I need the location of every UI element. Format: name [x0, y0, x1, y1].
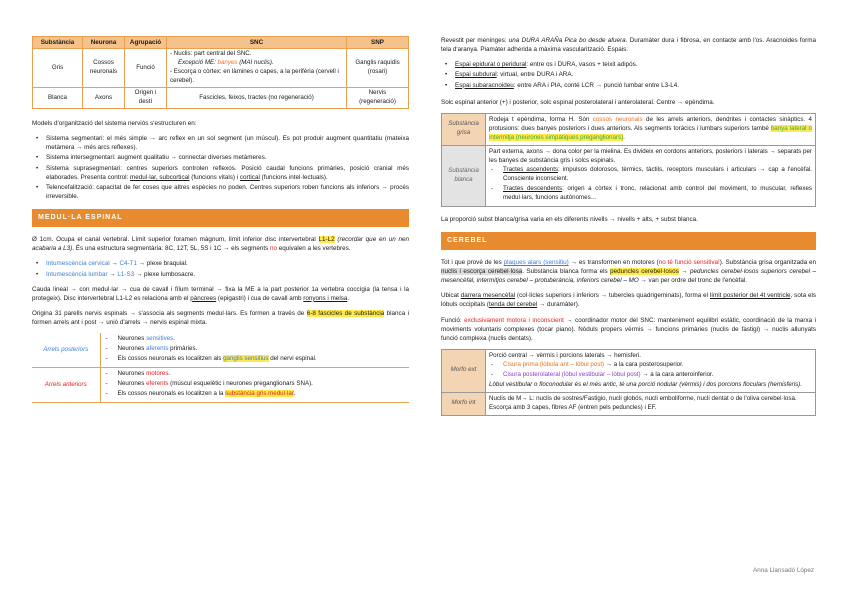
underline-text: darrera mesencèfal [460, 292, 516, 300]
list-text: Sistema suprasegmentari: centres superiors controlen reflexos. Posició caudal funcions primàries, posició cranial més elaborades. Presenta control: [46, 164, 409, 181]
text: blanca i formen arrels ant i post → unió d'arrels → nervis espinal mixta. [32, 309, 409, 327]
cell-highlight: banyes [217, 59, 238, 67]
list-item [32, 164, 409, 182]
text: Els cossos neuronals es localitzen als [117, 355, 224, 363]
proporcio-paragraph: La proporció subst blanca/grisa varia en els diferents nivells → nivells + alts, + subst blanca. [441, 215, 698, 223]
list-item: • Telencefalització: capacitat de fer coses que altres espècies no poden. Centres superiors roben funcions als inferiors → procés irreversible. [32, 183, 409, 201]
morfo-content [486, 349, 816, 392]
morfo-content: Nuclis de M→ L: nuclis de sostres/Fastigio, nucli globós, nucli emboliforme, nucli dentat o de l'oliva cerebel·losa. Escorça amb 3 capes, fibres AF (entren pels peduncles) i EF. [486, 392, 816, 415]
underline-text: pàncrees [190, 294, 217, 302]
revestit-paragraph [441, 36, 816, 54]
arrels-content [100, 333, 409, 367]
text: (col·lícles superiors i inferiors → tubercles quadrigeminats), forma el [515, 292, 710, 300]
arrels-label: Arrels anteriors [32, 368, 100, 403]
morfo-table [441, 349, 816, 416]
color-text: Cisura prima (lòbula ant – lòbul post) [503, 360, 605, 368]
red-text: exclusivament motora i inconscient [464, 316, 564, 324]
text: : origen a còrtex i tronc, relacionat amb control del moviment, to muscular, reflexes medul·lars, funcions autònomes… [503, 184, 812, 201]
underline-text: Espai subdural [455, 71, 497, 79]
list-text-underline: cortical [239, 173, 260, 181]
table-row [442, 145, 816, 206]
medul-paragraph [32, 235, 409, 253]
text: (epigastri) i cua de cavall amb [216, 294, 304, 302]
text: : entre os i DURA, vasos + teixit adipós. [526, 61, 638, 69]
substancia-label: Substància blanca [442, 145, 486, 206]
color-text: substància gris medul·lar [225, 390, 294, 398]
table-cell: Axons [83, 88, 125, 109]
list-item [104, 355, 407, 364]
list-item: • Sistema segmentari: el més simple → arc reflex en un sol segment (un múscul). Es pot produir augment quantitatiu (mateixa metàmera → més arcs reflexes). [32, 134, 409, 152]
cell-line: - Escorça o còrtex: en làmines o capes, a la perifèria (cervell i cerebel). [170, 68, 339, 85]
cerebel-paragraph [441, 258, 816, 285]
text: . [293, 390, 296, 398]
arrels-content [100, 368, 409, 403]
underline-text: Espai subaracnoideu [455, 81, 514, 89]
text: Revestit per meninges: [441, 37, 509, 44]
substancia-label: Substància grisa [442, 113, 486, 145]
text: Origina 31 parells nervis espinals → s'associa als segments medul·lars. Es formen a través de [32, 309, 307, 317]
list-item [104, 335, 407, 344]
text: (múscul esquelètic i neurones preganglionars SNA). [168, 380, 313, 388]
list-item [441, 81, 816, 90]
table-header: SNP [347, 37, 409, 49]
author-footer: Anna Llansadó López [753, 566, 814, 574]
underline-text: tenda del cerebel [488, 301, 538, 309]
text: Funció: [441, 316, 465, 324]
intum-range: L1-S3 [117, 270, 135, 278]
table-header-row [33, 37, 409, 49]
highlight-text: L1-L2 [318, 236, 335, 244]
table-row [442, 349, 816, 392]
table-row [33, 88, 409, 109]
morfo-label: Morfo ext [442, 349, 486, 392]
right-column [441, 36, 816, 416]
list-item [441, 60, 816, 69]
table-row [442, 392, 816, 415]
text: → a la cara posterosuperior. [604, 360, 684, 368]
color-text: eferents [146, 380, 169, 388]
section-header-medulla: MEDUL·LA ESPINAL [32, 209, 409, 227]
highlight-text: peduncles cerebel·losos [610, 268, 679, 275]
cell-line: - Nuclis: part central del SNC. [170, 50, 252, 58]
text: → a la cara anteroinferior. [640, 370, 714, 378]
list-text-underline: medul·lar, subcortical [130, 173, 190, 181]
underline-text: Tractes ascendents [503, 165, 559, 173]
text: Els cossos neuronals es localitzen a la [117, 390, 226, 398]
text: : virtual, entre DURA i ARA. [496, 71, 574, 79]
text: . [168, 370, 171, 378]
intum-name: Intumescència cervical [46, 260, 110, 268]
list-item [489, 166, 812, 184]
intum-name: Intumescència lumbar [46, 270, 108, 278]
text: , sota els lòbuls occipitals ( [441, 292, 816, 309]
color-text: plaques alars (sensitiu) [503, 258, 569, 266]
espais-list [441, 60, 816, 89]
color-text: motores [146, 370, 169, 378]
text: Tot i que prové de les [441, 258, 504, 266]
list-item [104, 370, 407, 379]
table-header: SNC [167, 37, 347, 49]
text: de les arrels anteriors, dendrites i contactes sinàptics. 4 protusions: dues banyes posteriors i dues anteriors. Als segments toràcics i lumbars superiors també [489, 115, 813, 132]
text: Part externa, axons → dona color per la mielina. Es divideix en cordons anteriors, posteriors i laterals → separats per les banyes de substància gris i solcs espinals. [489, 147, 812, 164]
text: → duramàter). [537, 301, 580, 309]
list-text: (funcions intel·lectuals). [259, 173, 328, 181]
table-row [32, 333, 409, 367]
table-row [32, 368, 409, 403]
list-item [104, 380, 407, 389]
list-item [104, 345, 407, 354]
list-item [441, 70, 816, 79]
text: → coordinador motor del SNC: manteniment equilibri estàtic, coordinació de la marxa i moviments voluntaris complexes (tocar piano). Nòduls propers vèrmis → funcions primàries (nuclis de fastigi) → nuclis allunyats funció complexa (nuclis dentats). [441, 316, 816, 342]
list-item: • Intumescència lumbar → L1-S3 → plexe lumbosacre. [32, 270, 409, 279]
cell-text: Excepció ME: [178, 59, 218, 67]
text: . És una estructura segmentària: 8C, 12T, 5L, 5S i 1C → els segments [72, 245, 271, 253]
funcio-paragraph [441, 316, 816, 343]
underline-text: ronyons i melsa [303, 294, 348, 302]
solc-paragraph: Solc espinal anterior (+) i posterior, solc espinal posterolateral i anterolateral. Centre → epèndima. [441, 98, 715, 106]
intumescence-list [32, 259, 409, 278]
text: ). Substància grisa organitzada en [719, 258, 817, 266]
substancia-table [441, 113, 816, 207]
color-text: ganglis sensitius [223, 355, 269, 363]
table-cell: Blanca [33, 88, 83, 109]
highlight-text: 6-8 fascicles de substància [306, 309, 385, 317]
text: Neurones [117, 370, 147, 378]
color-text: sensitives [146, 335, 174, 343]
text: → van per ordre del tronc de l'encèfal. [638, 277, 748, 285]
table-row [442, 113, 816, 145]
list-item: • Sistema intersegmentari: augment qualitatiu → connectar diverses metàmeres. [32, 153, 409, 162]
color-text: banya lateral o intermitja (neurones simpàtiques preganglionars) [489, 124, 812, 141]
table-cell: Cossos neuronals [83, 49, 125, 88]
list-item [489, 361, 812, 370]
underline-text: límit posterior del 4t ventricle [709, 292, 791, 300]
cell-line [170, 59, 343, 68]
table-row [33, 49, 409, 88]
text: Ubicat [441, 292, 461, 300]
italic-text: peduncles cerebel·losos superiors cerebel – mesencèfal, intermitjos cerebel – protuberància, inferiors cerebel – MO [441, 268, 816, 285]
substancia-content [486, 113, 816, 145]
text: Neurones [117, 345, 147, 353]
italic-text: Lòbul vestibular o floconodular és el més antic, té una porció nodular (vèrmis) i dos porcions floculars (hemisferis). [489, 380, 802, 388]
snc-snp-table [32, 36, 409, 109]
color-text: aferents [146, 345, 169, 353]
table-header: Agrupació [125, 37, 167, 49]
arrels-list [104, 335, 407, 364]
italic-text: una DURA ARAÑa Pica bo desde afuera [508, 37, 626, 44]
text: Neurones [117, 335, 147, 343]
text: : impulsos dolorosos, tèrmics, tàctils, receptors musculars i articulars → cap a l'encèfal. Consciente inconscient. [503, 165, 813, 182]
text: del nervi espinal. [268, 355, 317, 363]
list-item [104, 390, 407, 399]
list-text: (funcions vitals) i [189, 173, 240, 181]
ubicat-paragraph [441, 291, 816, 309]
models-intro: Models d'organització del sistema nerviós s'estructuren en: [32, 120, 197, 128]
italic-text: (recordar que en un nen acabaria a L3) [32, 236, 409, 253]
table-cell: Origen i destí [125, 88, 167, 109]
section-header-cerebel: CEREBEL [441, 232, 816, 250]
color-text: Cisura posterolateral (lòbul vestibular – lòbul post) [503, 370, 641, 378]
arrels-label: Arrels posteriors [32, 333, 100, 367]
text: Rodeja t epèndima, forma H. Són [489, 115, 593, 123]
intum-range: C4-T1 [119, 260, 137, 268]
text: . Substància blanca forma els [522, 268, 611, 275]
text: primàries. [168, 345, 198, 353]
intum-result: → plexe braquial. [138, 260, 188, 268]
table-cell: Ganglis raquidis (rosari) [347, 49, 409, 88]
cisura-list [489, 361, 812, 380]
cauda-paragraph [32, 285, 409, 303]
text: Neurones [117, 380, 147, 388]
tractes-list [489, 166, 812, 203]
text: Cauda lineal → con medul·lar → cua de cavall i fílum terminal → fixa la ME a la part posterior 1a vertebra coccígia (la tensa i la protegeix). Disc intervertebral L1-L2 es relaciona amb el [32, 285, 409, 302]
text: → es transformen en motores ( [568, 258, 659, 266]
red-text: no [270, 245, 278, 253]
text: → [678, 268, 690, 275]
text: . [623, 133, 625, 141]
morfo-label: Morfo int [442, 392, 486, 415]
text: Porció central → vèrmis i porcions laterals → hemisferi. [489, 351, 641, 359]
list-item [489, 371, 812, 380]
text: equivalen a les vertebres. [277, 245, 351, 253]
table-cell: Funció [125, 49, 167, 88]
highlight-text: nuclis i escorça cerebel·losa [441, 268, 523, 275]
intum-result: → plexe lumbosacre. [135, 270, 196, 278]
origina-paragraph [32, 309, 409, 327]
table-cell-snc [167, 49, 347, 88]
text: . [173, 335, 175, 343]
text: Ø 1cm. Ocupa el canal vertebral. Límit superior foramen màgnum, límit inferior disc intervertebral [32, 236, 319, 244]
text: . Duramàter dura i fibrosa, en contacte amb l'os. Aracnoides forma tela d'aranya. Piamàter adherida a màxima vascularització. Espais: [441, 37, 817, 54]
list-item [489, 185, 812, 203]
text: : entre ARA i PIA, conté LCR → punció lumbar entre L3-L4. [513, 81, 680, 89]
table-cell: Nervis (regeneració) [347, 88, 409, 109]
models-list [32, 134, 409, 201]
table-cell: Fascicles, feixos, tractes (no regeneració) [167, 88, 347, 109]
substancia-content [486, 145, 816, 206]
color-text: cossos neuronals [592, 115, 643, 123]
arrels-table [32, 333, 409, 403]
list-item: • Intumescència cervical → C4-T1 → plexe braquial. [32, 259, 409, 268]
table-header: Neurona [83, 37, 125, 49]
underline-text: Espai epidural o peridural [455, 61, 527, 69]
table-header: Substància [33, 37, 83, 49]
cell-text: (MAI nuclis). [237, 59, 274, 67]
arrels-list [104, 370, 407, 399]
table-cell: Gris [33, 49, 83, 88]
left-column [32, 36, 409, 403]
red-text: no té funció sensitiva! [658, 258, 720, 266]
underline-text: Tractes descendents [503, 184, 563, 192]
text: . [347, 294, 350, 302]
